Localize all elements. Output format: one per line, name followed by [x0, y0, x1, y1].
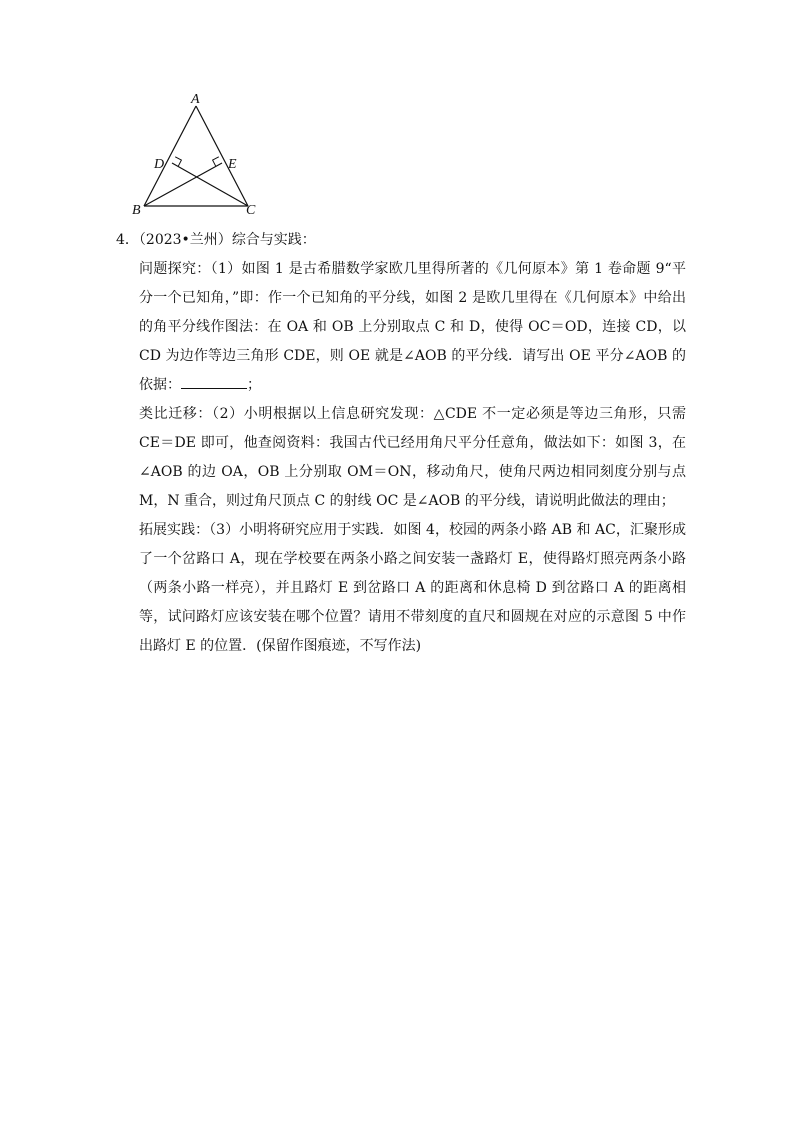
part-2-text: （2）小明根据以上信息研究发现：△CDE 不一定必须是等边三角形，只需 CE＝DE 即可，他查阅资料：我国古代已经用角尺平分任意角，做法如下：如图 3，在∠AOB 的边 OA，OB 上分别取 OM＝ON，移动角尺，使角尺两边相同刻度分别与点 M，N 重合，则过角尺顶点 C 的射线 OC 是∠AOB 的平分线，请说明此做法的理由； — [139, 406, 687, 509]
label-c: C — [246, 203, 256, 218]
part-3-label: 拓展实践： — [139, 522, 210, 538]
answer-blank[interactable] — [181, 374, 247, 389]
part-3-text: （3）小明将研究应用于实践．如图 4，校园的两条小路 AB 和 AC，汇聚形成了一个岔路口 A，现在学校要在两条小路之间安装一盏路灯 E，使得路灯照亮两条小路（两条小路一样亮），并且路灯 E 到岔路口 A 的距离和休息椅 D 到岔路口 A 的距离相等，试问路灯应该安装在哪个位置？请用不带刻度的直尺和圆规在对应的示意图 5 中作出路灯 E 的位置．(保留作图痕迹，不写作法) — [139, 522, 687, 654]
problem-source: （2023•兰州） — [138, 232, 232, 248]
label-b: B — [132, 203, 141, 218]
part-1 — [116, 255, 686, 400]
part-3 — [116, 516, 686, 661]
part-1-label: 问题探究： — [139, 261, 211, 277]
label-e: E — [228, 157, 237, 172]
part-1-text: （1）如图 1 是古希腊数学家欧几里得所著的《几何原本》第 1 卷命题 9“平分一个已知角，”即：作一个已知角的平分线，如图 2 是欧几里得在《几何原本》中给出的角平分线作图法：在 OA 和 OB 上分别取点 C 和 D，使得 OC＝OD，连接 CD，以 CD 为边作等边三角形 CDE，则 OE 就是∠AOB 的平分线．请写出 OE 平分∠AOB 的依据： — [139, 261, 686, 393]
part-2-label: 类比迁移： — [139, 406, 213, 422]
problem-title: 综合与实践： — [231, 232, 316, 248]
triangle-diagram — [130, 92, 270, 222]
label-d: D — [154, 157, 165, 172]
problem-header — [116, 226, 686, 255]
part-1-tail: ； — [247, 377, 261, 393]
problem-4 — [116, 226, 686, 661]
problem-number: 4． — [116, 232, 139, 248]
part-2 — [116, 400, 686, 516]
triangle-figure — [130, 92, 270, 222]
label-a: A — [191, 92, 200, 107]
